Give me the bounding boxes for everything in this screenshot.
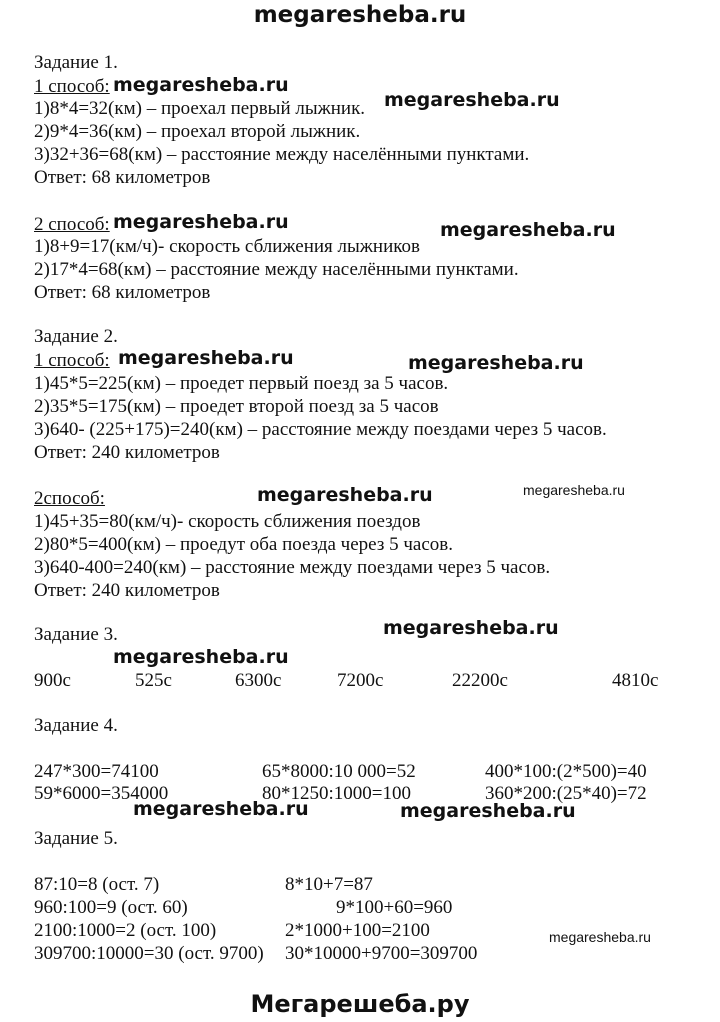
task1-m2-line2: 2)17*4=68(км) – расстояние между населёнными пунктами. xyxy=(34,259,519,280)
task4-cell: 59*6000=354000 xyxy=(34,783,169,804)
task5-division: 2100:1000=2 (ост. 100) xyxy=(34,920,217,941)
watermark: megaresheba.ru xyxy=(384,89,560,111)
task2-m2-line3: 3)640-400=240(км) – расстояние между поездами через 5 часов. xyxy=(34,557,551,578)
watermark: megaresheba.ru xyxy=(257,484,433,506)
task1-method1-label: 1 способ: xyxy=(34,76,110,97)
task2-m2-answer: Ответ: 240 километров xyxy=(34,580,220,601)
task3-value: 4810с xyxy=(612,670,659,691)
task4-cell: 400*100:(2*500)=40 xyxy=(485,761,647,782)
task5-check: 2*1000+100=2100 xyxy=(285,920,430,941)
watermark: megaresheba.ru xyxy=(383,617,559,639)
task5-division: 87:10=8 (ост. 7) xyxy=(34,874,160,895)
task1-title: Задание 1. xyxy=(34,52,118,73)
task2-m2-line1: 1)45+35=80(км/ч)- скорость сближения поездов xyxy=(34,511,421,532)
task3-value: 22200с xyxy=(452,670,508,691)
task3-value: 7200с xyxy=(337,670,384,691)
watermark: megaresheba.ru xyxy=(408,352,584,374)
watermark: megaresheba.ru xyxy=(133,798,309,820)
task2-m2-line2: 2)80*5=400(км) – проедут оба поезда через 5 часов. xyxy=(34,534,453,555)
task1-m1-line1: 1)8*4=32(км) – проехал первый лыжник. xyxy=(34,98,366,119)
task2-m1-answer: Ответ: 240 километров xyxy=(34,442,220,463)
task1-m1-line2: 2)9*4=36(км) – проехал второй лыжник. xyxy=(34,121,361,142)
task4-cell: 247*300=74100 xyxy=(34,761,159,782)
watermark: megaresheba.ru xyxy=(113,211,289,233)
task2-method2-label: 2способ: xyxy=(34,488,105,509)
task5-check: 8*10+7=87 xyxy=(285,874,373,895)
watermark: megaresheba.ru xyxy=(118,347,294,369)
task1-m2-line1: 1)8+9=17(км/ч)- скорость сближения лыжников xyxy=(34,236,420,257)
watermark: megaresheba.ru xyxy=(113,74,289,96)
task1-m1-answer: Ответ: 68 километров xyxy=(34,167,211,188)
watermark-small: megaresheba.ru xyxy=(549,929,651,945)
task4-cell: 80*1250:1000=100 xyxy=(262,783,411,804)
task5-division: 960:100=9 (ост. 60) xyxy=(34,897,188,918)
watermark: megaresheba.ru xyxy=(113,646,289,668)
watermark: megaresheba.ru xyxy=(400,800,576,822)
task4-cell: 65*8000:10 000=52 xyxy=(262,761,416,782)
task2-m1-line1: 1)45*5=225(км) – проедет первый поезд за 5 часов. xyxy=(34,373,449,394)
task5-check: 30*10000+9700=309700 xyxy=(285,943,478,964)
task3-value: 900с xyxy=(34,670,71,691)
task5-division: 309700:10000=30 (ост. 9700) xyxy=(34,943,264,964)
task4-cell: 360*200:(25*40)=72 xyxy=(485,783,647,804)
page-header-site: megaresheba.ru xyxy=(253,2,467,28)
task5-check: 9*100+60=960 xyxy=(336,897,453,918)
task2-m1-line3: 3)640- (225+175)=240(км) – расстояние между поездами через 5 часов. xyxy=(34,419,607,440)
task2-method1-label: 1 способ: xyxy=(34,350,110,371)
watermark-small: megaresheba.ru xyxy=(523,482,625,498)
task4-title: Задание 4. xyxy=(34,715,118,736)
task3-value: 525с xyxy=(135,670,172,691)
task1-m2-answer: Ответ: 68 километров xyxy=(34,282,211,303)
task2-title: Задание 2. xyxy=(34,326,118,347)
task3-value: 6300с xyxy=(235,670,282,691)
task5-title: Задание 5. xyxy=(34,828,118,849)
task2-m1-line2: 2)35*5=175(км) – проедет второй поезд за 5 часов xyxy=(34,396,439,417)
task3-title: Задание 3. xyxy=(34,624,118,645)
watermark: megaresheba.ru xyxy=(440,219,616,241)
task1-m1-line3: 3)32+36=68(км) – расстояние между населёнными пунктами. xyxy=(34,144,530,165)
page-footer-site: Мегарешеба.ру xyxy=(250,990,470,1018)
task1-method2-label: 2 способ: xyxy=(34,214,110,235)
